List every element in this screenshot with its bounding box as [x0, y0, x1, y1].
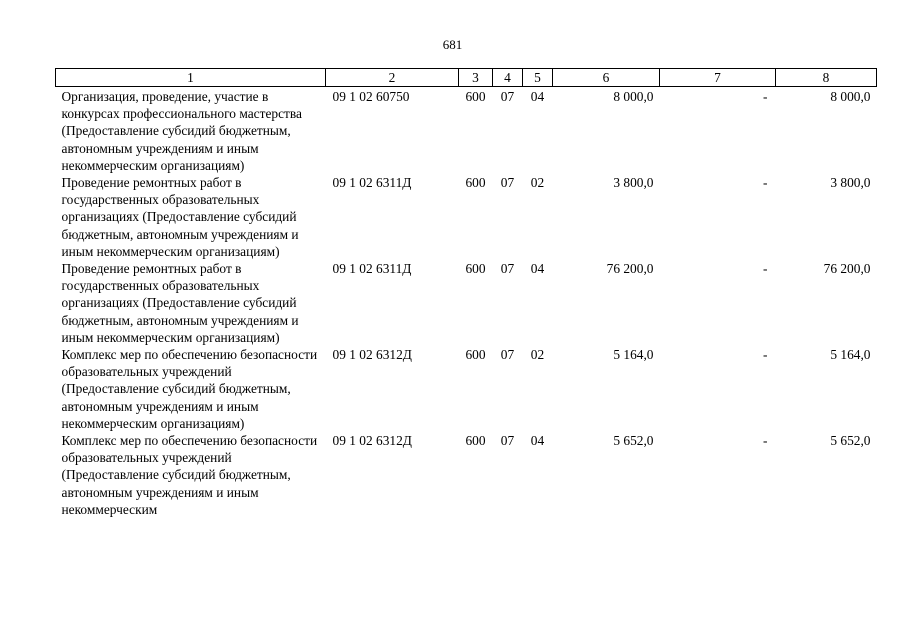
table-row: [56, 174, 877, 260]
row-col4: 07: [500, 89, 515, 104]
table-row: [56, 87, 877, 175]
row-col3: 600: [465, 89, 486, 104]
column-header-4: 4: [493, 69, 523, 87]
row-col5: 04: [530, 89, 545, 104]
row-col7: -: [763, 89, 768, 104]
row-col5: 04: [530, 433, 545, 449]
row-col6: 76 200,0: [606, 261, 654, 277]
row-code: 09 1 02 6312Д: [332, 347, 412, 363]
row-code: 09 1 02 6312Д: [332, 433, 412, 449]
row-col7: -: [763, 433, 768, 449]
column-header-5: 5: [523, 69, 553, 87]
column-header-3: 3: [459, 69, 493, 87]
row-col4: 07: [500, 433, 515, 449]
row-col5: 04: [530, 261, 545, 277]
page-number: 681: [442, 37, 463, 52]
row-col3: 600: [465, 261, 486, 277]
row-name: Проведение ремонтных работ в государственных образовательных организациях (Предоставление субсидий бюджетным, автономным учреждениям и иным некоммерческим организациям): [61, 175, 299, 259]
table-row: [56, 260, 877, 346]
row-col4: 07: [500, 347, 515, 363]
column-header-1: 1: [56, 69, 326, 87]
row-col5: 02: [530, 347, 545, 363]
row-col6: 5 164,0: [613, 347, 654, 363]
table-header-row: [56, 69, 877, 87]
row-col8: 3 800,0: [830, 175, 871, 191]
row-col7: -: [763, 347, 768, 363]
row-col7: -: [763, 261, 768, 277]
row-col6: 8 000,0: [613, 89, 654, 104]
row-col8: 5 652,0: [830, 433, 871, 449]
budget-table: [55, 68, 877, 518]
row-col3: 600: [465, 433, 486, 449]
row-col3: 600: [465, 175, 486, 191]
table-row: [56, 346, 877, 432]
row-col3: 600: [465, 347, 486, 363]
row-col6: 3 800,0: [613, 175, 654, 191]
table-row: [56, 432, 877, 518]
column-header-2: 2: [326, 69, 459, 87]
row-name: Проведение ремонтных работ в государственных образовательных организациях (Предоставление субсидий бюджетным, автономным учреждениям и иным некоммерческим организациям): [61, 261, 299, 345]
row-name: Организация, проведение, участие в конкурсах профессионального мастерства (Предоставление субсидий бюджетным, автономным учреждениям и иным некоммерческим организациям): [61, 89, 302, 173]
row-col6: 5 652,0: [613, 433, 654, 449]
row-name: Комплекс мер по обеспечению безопасности образовательных учреждений (Предоставление субсидий бюджетным, автономным учреждениям и иным некоммерческим организациям): [61, 347, 318, 431]
row-code: 09 1 02 6311Д: [332, 261, 412, 277]
row-code: 09 1 02 6311Д: [332, 175, 412, 191]
column-header-6: 6: [553, 69, 660, 87]
row-col4: 07: [500, 175, 515, 191]
row-col4: 07: [500, 261, 515, 277]
row-col5: 02: [530, 175, 545, 191]
row-code: 09 1 02 60750: [332, 89, 410, 104]
row-col8: 76 200,0: [823, 261, 871, 277]
row-col8: 5 164,0: [830, 347, 871, 363]
column-header-7: 7: [660, 69, 776, 87]
row-col7: -: [763, 175, 768, 191]
column-header-8: 8: [776, 69, 877, 87]
row-name: Комплекс мер по обеспечению безопасности образовательных учреждений (Предоставление субсидий бюджетным, автономным учреждениям и иным некоммерческим: [61, 433, 318, 517]
row-col8: 8 000,0: [830, 89, 871, 104]
